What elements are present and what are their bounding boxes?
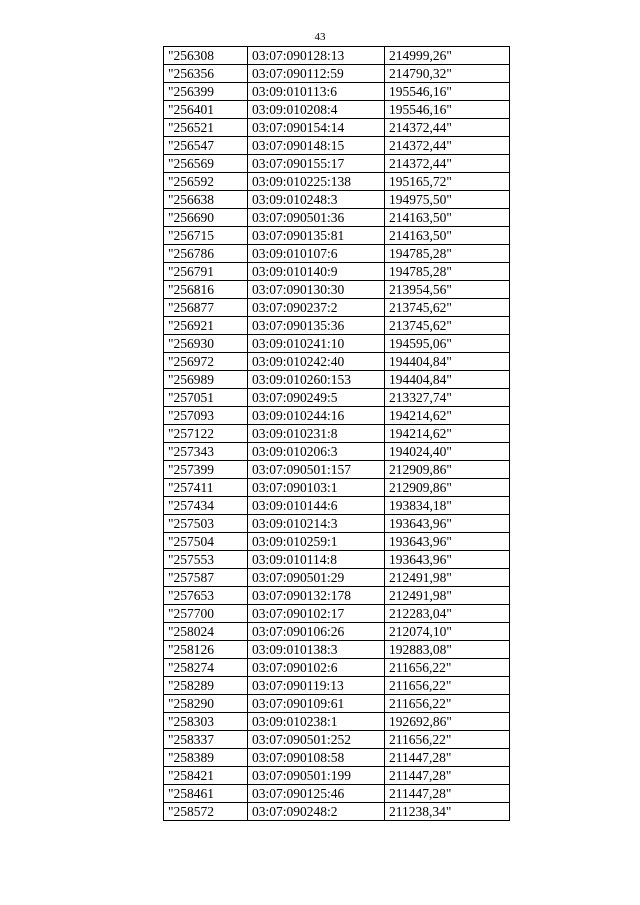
cadastral-number-cell: 03:07:090132:178 bbox=[248, 587, 385, 605]
amount-cell: 212909,86" bbox=[385, 479, 510, 497]
record-id-cell: "257399 bbox=[164, 461, 248, 479]
table-row bbox=[164, 389, 510, 407]
amount-cell: 212491,98" bbox=[385, 569, 510, 587]
table-row bbox=[164, 785, 510, 803]
cadastral-number-cell: 03:07:090103:1 bbox=[248, 479, 385, 497]
table-row bbox=[164, 245, 510, 263]
cadastral-number-cell: 03:07:090248:2 bbox=[248, 803, 385, 821]
cadastral-number-cell: 03:07:090130:30 bbox=[248, 281, 385, 299]
record-id-cell: "256715 bbox=[164, 227, 248, 245]
record-id-cell: "258572 bbox=[164, 803, 248, 821]
record-id-cell: "258389 bbox=[164, 749, 248, 767]
record-id-cell: "257553 bbox=[164, 551, 248, 569]
amount-cell: 212909,86" bbox=[385, 461, 510, 479]
cadastral-number-cell: 03:09:010206:3 bbox=[248, 443, 385, 461]
cadastral-number-cell: 03:09:010231:8 bbox=[248, 425, 385, 443]
cadastral-number-cell: 03:09:010138:3 bbox=[248, 641, 385, 659]
table-row bbox=[164, 749, 510, 767]
cadastral-number-cell: 03:07:090109:61 bbox=[248, 695, 385, 713]
cadastral-number-cell: 03:07:090106:26 bbox=[248, 623, 385, 641]
table-row bbox=[164, 443, 510, 461]
amount-cell: 194214,62" bbox=[385, 425, 510, 443]
record-id-cell: "257093 bbox=[164, 407, 248, 425]
record-id-cell: "257051 bbox=[164, 389, 248, 407]
amount-cell: 214790,32" bbox=[385, 65, 510, 83]
amount-cell: 214163,50" bbox=[385, 209, 510, 227]
record-id-cell: "257434 bbox=[164, 497, 248, 515]
cadastral-number-cell: 03:09:010225:138 bbox=[248, 173, 385, 191]
table-row bbox=[164, 317, 510, 335]
record-id-cell: "256921 bbox=[164, 317, 248, 335]
record-id-cell: "258126 bbox=[164, 641, 248, 659]
table-row bbox=[164, 137, 510, 155]
table-row bbox=[164, 353, 510, 371]
record-id-cell: "257504 bbox=[164, 533, 248, 551]
cadastral-number-cell: 03:07:090154:14 bbox=[248, 119, 385, 137]
amount-cell: 214163,50" bbox=[385, 227, 510, 245]
table-row bbox=[164, 119, 510, 137]
table-row bbox=[164, 803, 510, 821]
amount-cell: 194975,50" bbox=[385, 191, 510, 209]
cadastral-number-cell: 03:09:010241:10 bbox=[248, 335, 385, 353]
table-row bbox=[164, 659, 510, 677]
record-id-cell: "256521 bbox=[164, 119, 248, 137]
amount-cell: 211238,34" bbox=[385, 803, 510, 821]
cadastral-number-cell: 03:09:010238:1 bbox=[248, 713, 385, 731]
amount-cell: 211656,22" bbox=[385, 695, 510, 713]
record-id-cell: "258289 bbox=[164, 677, 248, 695]
amount-cell: 192883,08" bbox=[385, 641, 510, 659]
cadastral-number-cell: 03:09:010214:3 bbox=[248, 515, 385, 533]
amount-cell: 193643,96" bbox=[385, 515, 510, 533]
record-id-cell: "256356 bbox=[164, 65, 248, 83]
amount-cell: 211656,22" bbox=[385, 659, 510, 677]
cadastral-number-cell: 03:07:090501:199 bbox=[248, 767, 385, 785]
record-id-cell: "256592 bbox=[164, 173, 248, 191]
table-row bbox=[164, 713, 510, 731]
record-id-cell: "257700 bbox=[164, 605, 248, 623]
table-row bbox=[164, 281, 510, 299]
cadastral-number-cell: 03:07:090501:29 bbox=[248, 569, 385, 587]
record-id-cell: "258461 bbox=[164, 785, 248, 803]
cadastral-number-cell: 03:07:090119:13 bbox=[248, 677, 385, 695]
table-row bbox=[164, 515, 510, 533]
cadastral-number-cell: 03:07:090125:46 bbox=[248, 785, 385, 803]
amount-cell: 212074,10" bbox=[385, 623, 510, 641]
record-id-cell: "258303 bbox=[164, 713, 248, 731]
record-id-cell: "258290 bbox=[164, 695, 248, 713]
amount-cell: 194404,84" bbox=[385, 371, 510, 389]
amount-cell: 212283,04" bbox=[385, 605, 510, 623]
amount-cell: 211447,28" bbox=[385, 785, 510, 803]
cadastral-number-cell: 03:09:010140:9 bbox=[248, 263, 385, 281]
table-row bbox=[164, 641, 510, 659]
record-id-cell: "258274 bbox=[164, 659, 248, 677]
cadastral-number-cell: 03:07:090237:2 bbox=[248, 299, 385, 317]
cadastral-number-cell: 03:09:010113:6 bbox=[248, 83, 385, 101]
table-row bbox=[164, 731, 510, 749]
record-id-cell: "256786 bbox=[164, 245, 248, 263]
record-id-cell: "258024 bbox=[164, 623, 248, 641]
table-row bbox=[164, 605, 510, 623]
cadastral-number-cell: 03:07:090501:252 bbox=[248, 731, 385, 749]
record-id-cell: "258337 bbox=[164, 731, 248, 749]
cadastral-number-cell: 03:09:010259:1 bbox=[248, 533, 385, 551]
table-row bbox=[164, 407, 510, 425]
amount-cell: 194595,06" bbox=[385, 335, 510, 353]
cadastral-number-cell: 03:07:090108:58 bbox=[248, 749, 385, 767]
cadastral-number-cell: 03:09:010242:40 bbox=[248, 353, 385, 371]
table-row bbox=[164, 677, 510, 695]
table-row bbox=[164, 479, 510, 497]
amount-cell: 194785,28" bbox=[385, 263, 510, 281]
amount-cell: 193643,96" bbox=[385, 533, 510, 551]
table-row bbox=[164, 191, 510, 209]
cadastral-number-cell: 03:07:090102:17 bbox=[248, 605, 385, 623]
record-id-cell: "256989 bbox=[164, 371, 248, 389]
table-row bbox=[164, 497, 510, 515]
record-id-cell: "256816 bbox=[164, 281, 248, 299]
record-id-cell: "256791 bbox=[164, 263, 248, 281]
table-row bbox=[164, 587, 510, 605]
amount-cell: 192692,86" bbox=[385, 713, 510, 731]
table-row bbox=[164, 83, 510, 101]
record-id-cell: "256308 bbox=[164, 47, 248, 65]
amount-cell: 194024,40" bbox=[385, 443, 510, 461]
record-id-cell: "257411 bbox=[164, 479, 248, 497]
record-id-cell: "256690 bbox=[164, 209, 248, 227]
amount-cell: 214372,44" bbox=[385, 119, 510, 137]
table-row bbox=[164, 461, 510, 479]
table-row bbox=[164, 569, 510, 587]
amount-cell: 194404,84" bbox=[385, 353, 510, 371]
cadastral-number-cell: 03:09:010208:4 bbox=[248, 101, 385, 119]
record-id-cell: "256930 bbox=[164, 335, 248, 353]
table-row bbox=[164, 299, 510, 317]
record-id-cell: "256401 bbox=[164, 101, 248, 119]
record-id-cell: "257587 bbox=[164, 569, 248, 587]
record-id-cell: "257653 bbox=[164, 587, 248, 605]
cadastral-number-cell: 03:07:090155:17 bbox=[248, 155, 385, 173]
table-row bbox=[164, 101, 510, 119]
table-row bbox=[164, 533, 510, 551]
table-row bbox=[164, 695, 510, 713]
table-row bbox=[164, 227, 510, 245]
cadastral-number-cell: 03:07:090112:59 bbox=[248, 65, 385, 83]
cadastral-number-cell: 03:07:090135:36 bbox=[248, 317, 385, 335]
amount-cell: 211447,28" bbox=[385, 767, 510, 785]
cadastral-number-cell: 03:07:090501:36 bbox=[248, 209, 385, 227]
cadastral-number-cell: 03:09:010114:8 bbox=[248, 551, 385, 569]
amount-cell: 214372,44" bbox=[385, 155, 510, 173]
cadastral-number-cell: 03:07:090135:81 bbox=[248, 227, 385, 245]
page-number: 43 bbox=[314, 31, 326, 43]
table-row bbox=[164, 335, 510, 353]
record-id-cell: "257122 bbox=[164, 425, 248, 443]
table-row bbox=[164, 155, 510, 173]
cadastral-number-cell: 03:07:090249:5 bbox=[248, 389, 385, 407]
amount-cell: 213327,74" bbox=[385, 389, 510, 407]
cadastral-number-cell: 03:07:090148:15 bbox=[248, 137, 385, 155]
record-id-cell: "257503 bbox=[164, 515, 248, 533]
table-row bbox=[164, 371, 510, 389]
table-row bbox=[164, 623, 510, 641]
table-row bbox=[164, 65, 510, 83]
table-row bbox=[164, 173, 510, 191]
record-id-cell: "258421 bbox=[164, 767, 248, 785]
amount-cell: 194214,62" bbox=[385, 407, 510, 425]
cadastral-number-cell: 03:09:010244:16 bbox=[248, 407, 385, 425]
amount-cell: 214999,26" bbox=[385, 47, 510, 65]
cadastral-number-cell: 03:07:090102:6 bbox=[248, 659, 385, 677]
cadastral-number-cell: 03:09:010260:153 bbox=[248, 371, 385, 389]
table-row bbox=[164, 47, 510, 65]
record-id-cell: "256972 bbox=[164, 353, 248, 371]
amount-cell: 195165,72" bbox=[385, 173, 510, 191]
amount-cell: 193643,96" bbox=[385, 551, 510, 569]
cadastral-number-cell: 03:07:090128:13 bbox=[248, 47, 385, 65]
table-row bbox=[164, 767, 510, 785]
record-id-cell: "256547 bbox=[164, 137, 248, 155]
cadastral-number-cell: 03:09:010144:6 bbox=[248, 497, 385, 515]
amount-cell: 214372,44" bbox=[385, 137, 510, 155]
cadastral-number-cell: 03:09:010107:6 bbox=[248, 245, 385, 263]
record-id-cell: "256638 bbox=[164, 191, 248, 209]
amount-cell: 211447,28" bbox=[385, 749, 510, 767]
amount-cell: 195546,16" bbox=[385, 101, 510, 119]
table-row bbox=[164, 425, 510, 443]
amount-cell: 194785,28" bbox=[385, 245, 510, 263]
amount-cell: 213745,62" bbox=[385, 317, 510, 335]
cadastral-number-cell: 03:07:090501:157 bbox=[248, 461, 385, 479]
amount-cell: 211656,22" bbox=[385, 731, 510, 749]
record-id-cell: "256877 bbox=[164, 299, 248, 317]
amount-cell: 213745,62" bbox=[385, 299, 510, 317]
table-body bbox=[164, 47, 510, 821]
amount-cell: 213954,56" bbox=[385, 281, 510, 299]
record-id-cell: "257343 bbox=[164, 443, 248, 461]
record-id-cell: "256399 bbox=[164, 83, 248, 101]
table-row bbox=[164, 263, 510, 281]
amount-cell: 212491,98" bbox=[385, 587, 510, 605]
table-row bbox=[164, 209, 510, 227]
cadastral-number-cell: 03:09:010248:3 bbox=[248, 191, 385, 209]
amount-cell: 211656,22" bbox=[385, 677, 510, 695]
record-id-cell: "256569 bbox=[164, 155, 248, 173]
amount-cell: 193834,18" bbox=[385, 497, 510, 515]
data-table bbox=[163, 46, 510, 821]
amount-cell: 195546,16" bbox=[385, 83, 510, 101]
table-row bbox=[164, 551, 510, 569]
